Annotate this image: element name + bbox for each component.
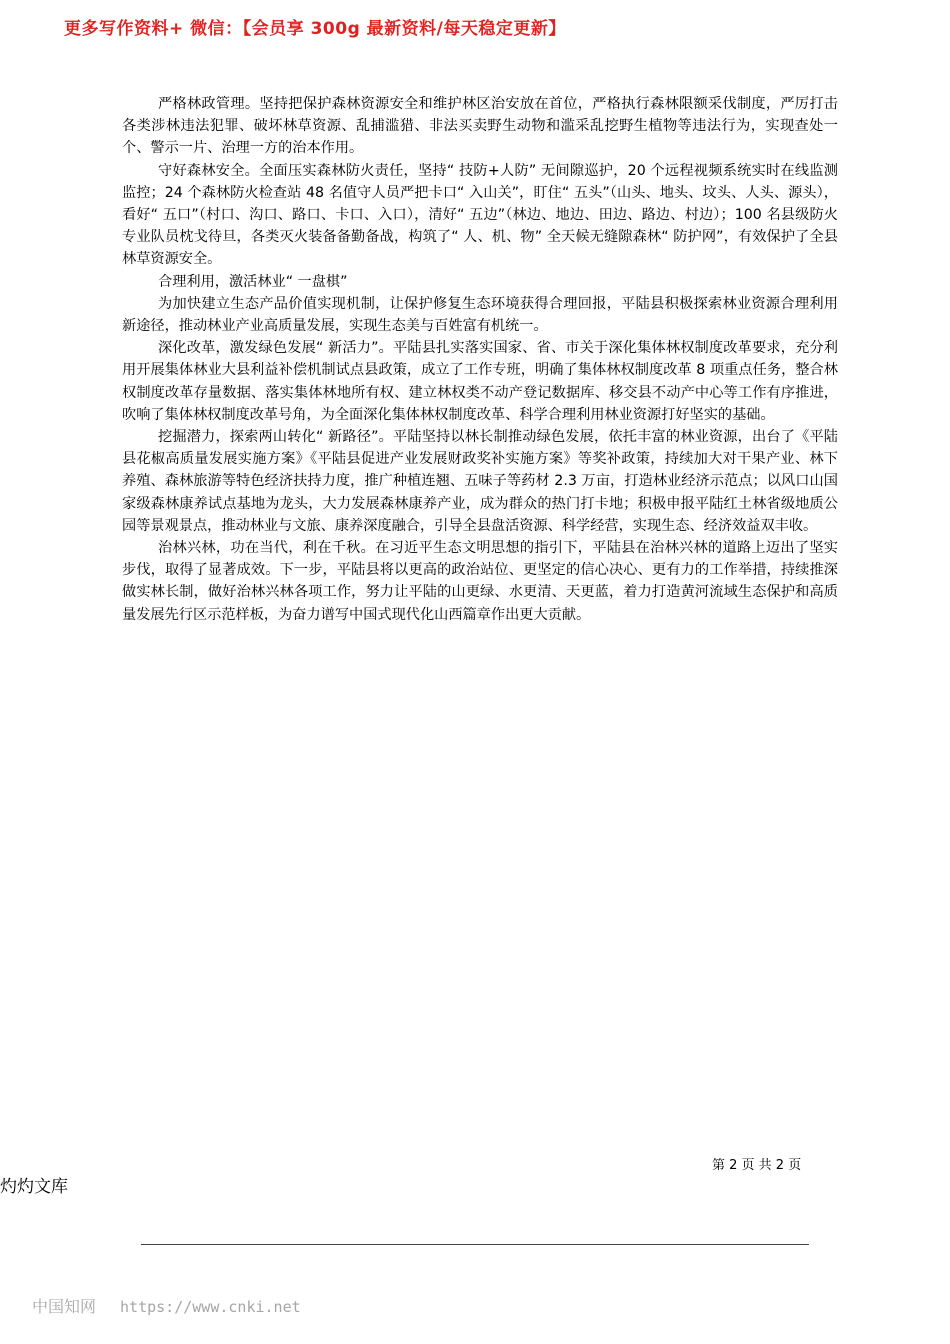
- paragraph: 守好森林安全。全面压实森林防火责任，坚持“ 技防+人防” 无间隙巡护，20 个远程视频系统实时在线监测监控；24 个森林防火检查站 48 名值守人员严把卡口“ 入山关”，盯住“ 五头”（山头、地头、坟头、人头、源头），看好“ 五口”（村口、沟口、路口、卡口、入口），清好“ 五边”（林边、地边、田边、路边、村边）；100 名县级防火专业队员枕戈待旦，各类灭火装备备勤备战，构筑了“ 人、机、物” 全天候无缝隙森林“ 防护网”，有效保护了全县林草资源安全。: [122, 162, 838, 268]
- paragraph: 深化改革，激发绿色发展“ 新活力”。平陆县扎实落实国家、省、市关于深化集体林权制度改革要求，充分利用开展集体林业大县利益补偿机制试点县政策，成立了工作专班，明确了集体林权制度改革 8 项重点任务，整合林权制度改革存量数据、落实集体林地所有权、建立林权类不动产登记数据库、移交县不动产中心等工作有序推进，吹响了集体林权制度改革号角，为全面深化集体林权制度改革、科学合理利用林业资源打好坚实的基础。: [122, 340, 838, 423]
- promo-banner: 更多写作资料+ 微信：【会员享 300g 最新资料/每天稳定更新】: [64, 19, 566, 39]
- paragraph: 治林兴林，功在当代，利在千秋。在习近平生态文明思想的指引下，平陆县在治林兴林的道路上迈出了坚实步伐，取得了显著成效。下一步，平陆县将以更高的政治站位、更坚定的信心决心、更有力的工作举措，持续推深做实林长制，做好治林兴林各项工作，努力让平陆的山更绿、水更清、天更蓝，着力打造黄河流域生态保护和高质量发展先行区示范样板，为奋力谱写中国式现代化山西篇章作出更大贡献。: [122, 540, 838, 623]
- section-heading: 合理利用，激活林业“ 一盘棋”: [158, 273, 348, 290]
- paragraph: 为加快建立生态产品价值实现机制，让保护修复生态环境获得合理回报，平陆县积极探索林业资源合理利用新途径，推动林业产业高质量发展，实现生态美与百姓富有机统一。: [122, 295, 838, 335]
- article-body: [122, 93, 838, 626]
- page-number: 第 2 页 共 2 页: [712, 1158, 802, 1173]
- brand-name: 中国知网: [32, 1297, 97, 1316]
- paragraph: 严格林政管理。坚持把保护森林资源安全和维护林区治安放在首位，严格执行森林限额采伐制度，严厉打击各类涉林违法犯罪、破坏林草资源、乱捕滥猎、非法买卖野生动物和滥采乱挖野生植物等违法行为，实现查处一个、警示一片、治理一方的治本作用。: [122, 96, 838, 157]
- brand-url[interactable]: https://www.cnki.net: [120, 1298, 301, 1316]
- footer-divider: [141, 1244, 809, 1245]
- library-label: 灼灼文库: [0, 1177, 68, 1197]
- footer-watermark: [32, 1294, 301, 1317]
- paragraph: 挖掘潜力，探索两山转化“ 新路径”。平陆坚持以林长制推动绿色发展，依托丰富的林业资源，出台了《平陆县花椒高质量发展实施方案》《平陆县促进产业发展财政奖补实施方案》等奖补政策，持续加大对干果产业、林下养殖、森林旅游等特色经济扶持力度，推广种植连翘、五味子等药材 2.3 万亩，打造林业经济示范点；以风口山国家级森林康养试点基地为龙头，大力发展森林康养产业，成为群众的热门打卡地；积极申报平陆红土林省级地质公园等景观景点，推动林业与文旅、康养深度融合，引导全县盘活资源、科学经营，实现生态、经济效益双丰收。: [122, 429, 838, 534]
